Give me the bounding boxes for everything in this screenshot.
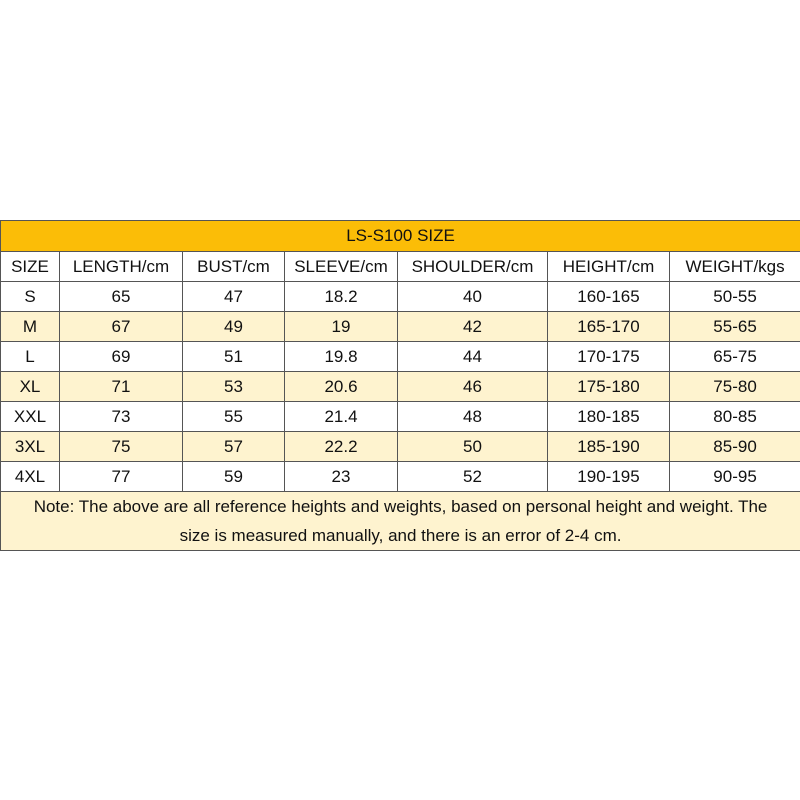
cell-bust: 49 (183, 312, 285, 342)
cell-size: L (1, 342, 60, 372)
cell-shoulder: 40 (398, 282, 548, 312)
cell-sleeve: 18.2 (285, 282, 398, 312)
table-row (1, 282, 800, 312)
cell-size: 3XL (1, 432, 60, 462)
cell-shoulder: 52 (398, 462, 548, 492)
cell-length: 69 (60, 342, 183, 372)
cell-size: 4XL (1, 462, 60, 492)
cell-weight: 80-85 (670, 402, 800, 432)
cell-length: 65 (60, 282, 183, 312)
cell-weight: 85-90 (670, 432, 800, 462)
title-row (1, 221, 800, 252)
cell-bust: 47 (183, 282, 285, 312)
table-row (1, 402, 800, 432)
header-height: HEIGHT/cm (548, 252, 670, 282)
chart-title: LS-S100 SIZE (1, 221, 800, 252)
cell-weight: 50-55 (670, 282, 800, 312)
cell-length: 75 (60, 432, 183, 462)
table-row (1, 342, 800, 372)
cell-height: 165-170 (548, 312, 670, 342)
cell-weight: 55-65 (670, 312, 800, 342)
cell-size: M (1, 312, 60, 342)
cell-sleeve: 20.6 (285, 372, 398, 402)
cell-length: 77 (60, 462, 183, 492)
header-size: SIZE (1, 252, 60, 282)
table-row (1, 372, 800, 402)
cell-height: 185-190 (548, 432, 670, 462)
cell-height: 170-175 (548, 342, 670, 372)
cell-bust: 51 (183, 342, 285, 372)
cell-shoulder: 44 (398, 342, 548, 372)
cell-size: S (1, 282, 60, 312)
cell-shoulder: 42 (398, 312, 548, 342)
cell-weight: 75-80 (670, 372, 800, 402)
table-row (1, 462, 800, 492)
table-row (1, 312, 800, 342)
cell-height: 190-195 (548, 462, 670, 492)
cell-length: 67 (60, 312, 183, 342)
cell-bust: 59 (183, 462, 285, 492)
size-chart-table (0, 220, 800, 551)
note-row (1, 492, 800, 551)
header-weight: WEIGHT/kgs (670, 252, 800, 282)
cell-sleeve: 19.8 (285, 342, 398, 372)
cell-bust: 53 (183, 372, 285, 402)
header-length: LENGTH/cm (60, 252, 183, 282)
cell-shoulder: 46 (398, 372, 548, 402)
cell-sleeve: 19 (285, 312, 398, 342)
cell-bust: 57 (183, 432, 285, 462)
cell-bust: 55 (183, 402, 285, 432)
cell-weight: 65-75 (670, 342, 800, 372)
cell-weight: 90-95 (670, 462, 800, 492)
header-sleeve: SLEEVE/cm (285, 252, 398, 282)
cell-shoulder: 50 (398, 432, 548, 462)
cell-sleeve: 23 (285, 462, 398, 492)
table-row (1, 432, 800, 462)
header-shoulder: SHOULDER/cm (398, 252, 548, 282)
cell-size: XL (1, 372, 60, 402)
cell-size: XXL (1, 402, 60, 432)
cell-height: 175-180 (548, 372, 670, 402)
cell-shoulder: 48 (398, 402, 548, 432)
header-bust: BUST/cm (183, 252, 285, 282)
cell-length: 71 (60, 372, 183, 402)
cell-sleeve: 22.2 (285, 432, 398, 462)
cell-height: 180-185 (548, 402, 670, 432)
cell-length: 73 (60, 402, 183, 432)
cell-height: 160-165 (548, 282, 670, 312)
header-row (1, 252, 800, 282)
cell-sleeve: 21.4 (285, 402, 398, 432)
size-note: Note: The above are all reference heights and weights, based on personal height and weight. The size is measured manually, and there is an error of 2-4 cm. (1, 492, 800, 551)
